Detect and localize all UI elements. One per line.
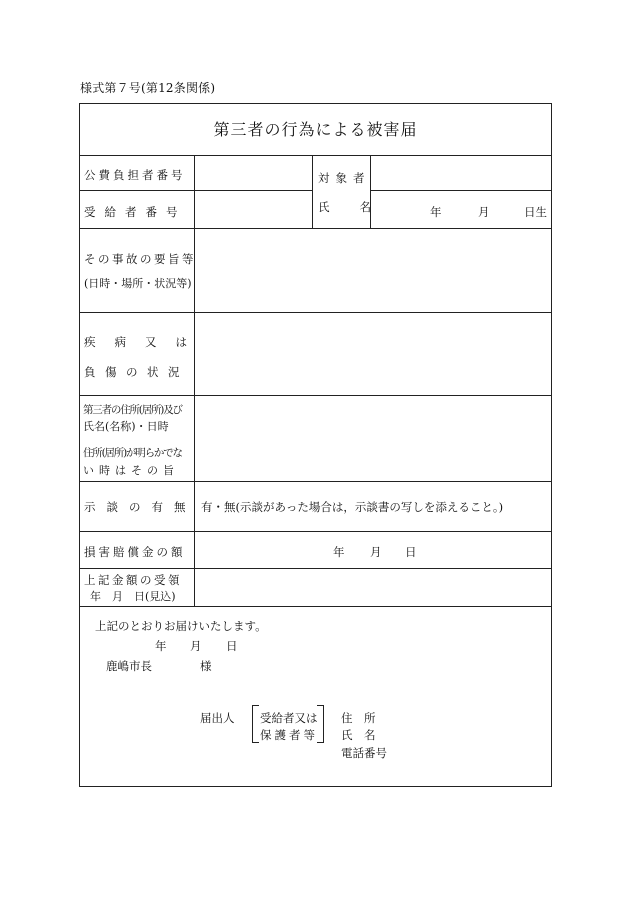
third-party-field[interactable] (197, 397, 550, 479)
addressee-suffix: 様 (200, 659, 212, 673)
role-recipient: 受給者又は (260, 711, 318, 725)
third-party-label-4: い時はその旨 (83, 464, 179, 477)
public-payer-field[interactable] (197, 157, 310, 188)
form-title: 第三者の行為による被害届 (213, 120, 418, 139)
damages-day: 日 (405, 545, 417, 559)
injury-status-label: 負傷の状況 (84, 365, 189, 379)
row-divider (79, 568, 552, 569)
injury-field[interactable] (197, 314, 550, 393)
column-divider (370, 155, 371, 228)
row-divider (79, 395, 552, 396)
public-payer-label: 公費負担者番号 (84, 168, 186, 182)
address-label: 住 所 (341, 711, 376, 725)
birth-month: 月 (478, 205, 490, 219)
damages-month: 月 (370, 545, 382, 559)
accident-summary-label: その事故の要旨等 (84, 252, 196, 266)
recipient-number-label: 受給者番号 (84, 205, 187, 219)
settlement-label: 示談の有無 (84, 500, 197, 514)
submit-year: 年 (155, 639, 167, 653)
third-party-label-1: 第三者の住所(居所)及び (83, 404, 182, 416)
submit-day: 日 (226, 639, 238, 653)
role-guardian: 保護者等 (260, 728, 318, 742)
submitter-label: 届出人 (200, 711, 235, 725)
received-label: 上記金額の受領 (84, 573, 182, 587)
subject-name-label: 氏名 (318, 200, 401, 214)
row-divider (79, 481, 552, 482)
damages-label: 損害賠償金の額 (84, 545, 186, 559)
third-party-label-2: 氏名(名称)・日時 (83, 420, 169, 433)
third-party-label-3: 住所(居所)が明らかでな (83, 447, 182, 459)
bracket-right (317, 705, 324, 743)
bracket-left (252, 705, 259, 743)
accident-summary-field[interactable] (197, 230, 550, 310)
statement: 上記のとおりお届けいたします。 (95, 619, 267, 633)
damages-year: 年 (333, 545, 345, 559)
row-divider (79, 606, 552, 607)
received-date-label: 年 月 日(見込) (90, 590, 176, 603)
accident-summary-sublabel: (日時・場所・状況等) (84, 277, 192, 290)
subject-name-field[interactable] (373, 157, 550, 188)
phone-label: 電話番号 (341, 746, 387, 760)
name-label: 氏 名 (341, 728, 376, 742)
form-number: 様式第７号(第12条関係) (80, 81, 216, 95)
row-divider (79, 228, 552, 229)
row-divider (370, 190, 552, 191)
row-divider (79, 155, 552, 156)
birth-year: 年 (430, 205, 442, 219)
column-divider (194, 155, 195, 606)
recipient-number-field[interactable] (197, 192, 310, 226)
submit-month: 月 (190, 639, 202, 653)
addressee: 鹿嶋市長 (106, 659, 152, 673)
row-divider (79, 312, 552, 313)
row-divider (79, 531, 552, 532)
row-divider (79, 190, 312, 191)
birth-day: 日生 (524, 205, 547, 219)
received-field[interactable] (197, 570, 550, 604)
injury-label: 疾病又は (84, 335, 206, 349)
settlement-value[interactable]: 有・無(示談があった場合は，示談書の写しを添えること。) (201, 500, 504, 514)
column-divider (312, 155, 313, 228)
subject-label: 対象者 (318, 171, 371, 185)
